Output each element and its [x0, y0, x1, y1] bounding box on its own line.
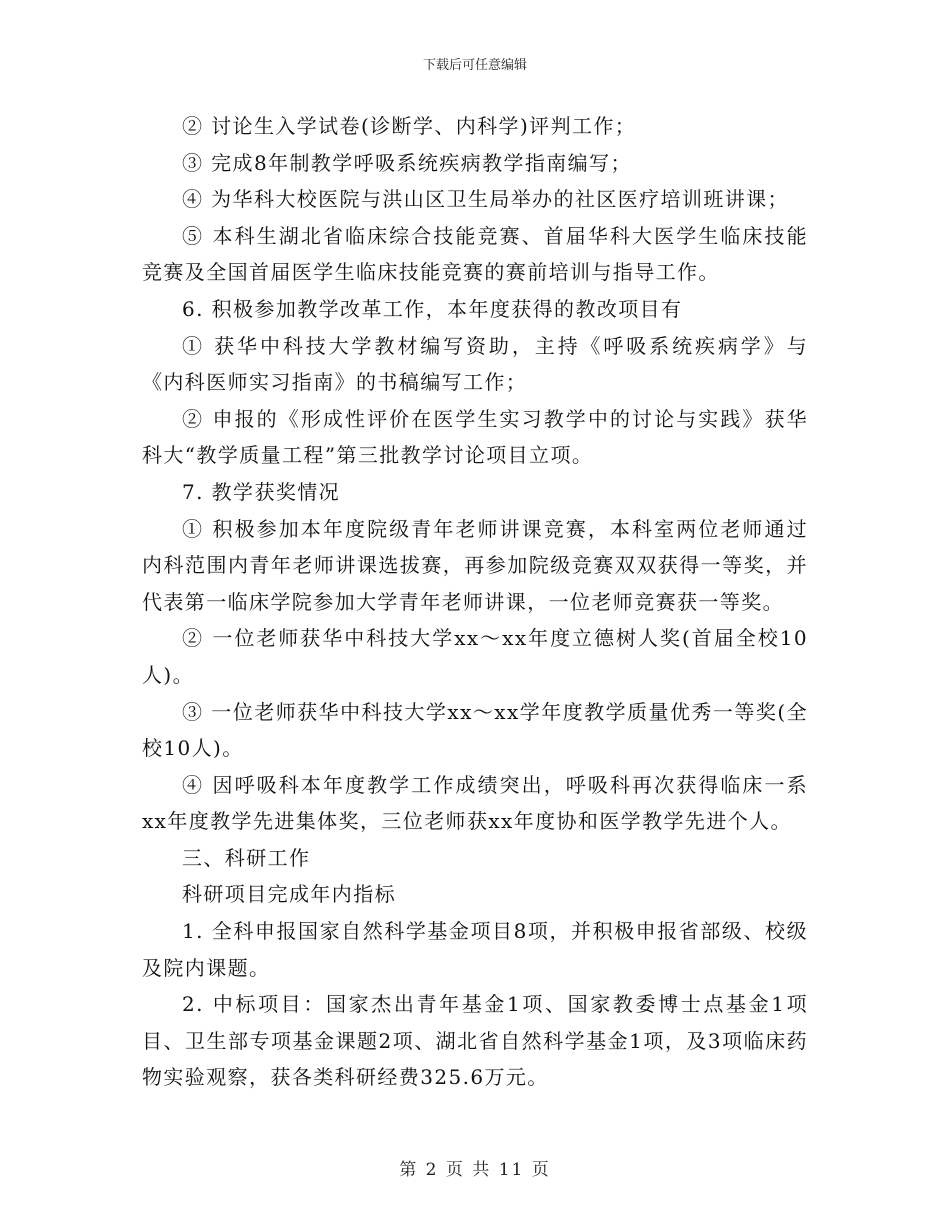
paragraph: ② 讨论生入学试卷(诊断学、内科学)评判工作；: [182, 114, 637, 138]
paragraph: ② 申报的《形成性评价在医学生实习教学中的讨论与实践》获华科大“教学质量工程”第三批教学讨论项目立项。: [142, 406, 808, 468]
document-body: [142, 108, 808, 1096]
paragraph: 2. 中标项目：国家杰出青年基金1项、国家教委博士点基金1项目、卫生部专项基金课题2项、湖北省自然科学基金1项，及3项临床药物实验观察，获各类科研经费325.6万元。: [142, 992, 808, 1090]
paragraph: ③ 一位老师获华中科技大学xx～xx学年度教学质量优秀一等奖(全校10人)。: [142, 699, 808, 761]
paragraph: ① 积极参加本年度院级青年老师讲课竞赛，本科室两位老师通过内科范围内青年老师讲课选拔赛，再参加院级竞赛双双获得一等奖，并代表第一临床学院参加大学青年老师讲课，一位老师竞赛获一等奖。: [142, 516, 808, 614]
paragraph: 1. 全科申报国家自然科学基金项目8项，并积极申报省部级、校级及院内课题。: [142, 919, 808, 980]
paragraph: 科研项目完成年内指标: [182, 882, 396, 907]
paragraph: ③ 完成8年制教学呼吸系统疾病教学指南编写；: [182, 150, 632, 175]
paragraph: ① 获华中科技大学教材编写资助，主持《呼吸系统疾病学》与《内科医师实习指南》的书稿编写工作；: [142, 333, 808, 395]
paragraph: 7. 教学获奖情况: [182, 479, 341, 504]
page-footer: 第 2 页 共 11 页: [399, 1160, 551, 1180]
page-header: 下载后可任意编辑: [422, 58, 527, 73]
paragraph: ④ 因呼吸科本年度教学工作成绩突出，呼吸科再次获得临床一系xx年度教学先进集体奖，三位老师获xx年度协和医学教学先进个人。: [142, 772, 808, 834]
paragraph: ② 一位老师获华中科技大学xx～xx年度立德树人奖(首届全校10人)。: [142, 626, 808, 687]
paragraph: ④ 为华科大校医院与洪山区卫生局举办的社区医疗培训班讲课；: [182, 187, 789, 212]
section-heading: 三、科研工作: [182, 845, 311, 870]
paragraph: ⑤ 本科生湖北省临床综合技能竞赛、首届华科大医学生临床技能竞赛及全国首届医学生临床技能竞赛的赛前培训与指导工作。: [142, 223, 808, 285]
paragraph: 6. 积极参加教学改革工作，本年度获得的教改项目有: [182, 296, 683, 321]
